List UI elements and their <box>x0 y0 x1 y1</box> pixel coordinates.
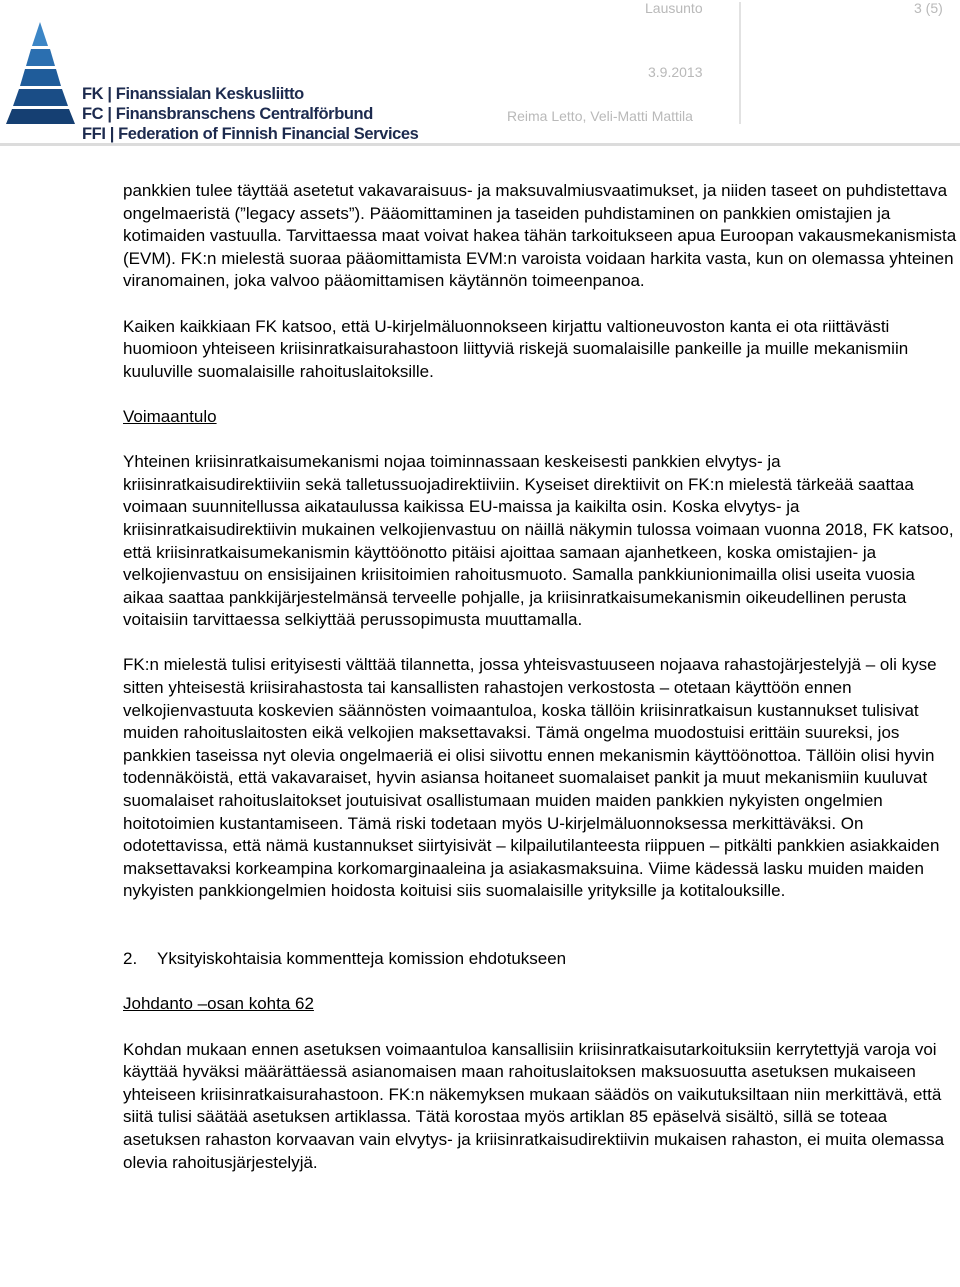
paragraph: Yhteinen kriisinratkaisumekanismi nojaa toiminnassaan keskeisesti pankkien elvytys- ja kriisinratkaisudirektiiviin sekä talletussuojadirektiiviin. Kyseiset direktiivit on FK:n mielestä tärkeää saattaa voimaan suunnitellussa aikataulussa kaikissa EU-maissa ja kaikilta osin. Koska elvytys- ja kriisinratkaisudirektiivin mukainen velkojienvastuu on näillä näkymin tulossa voimaan vuonna 2018, FK katsoo, että kriisinratkaisumekanismin käyttöönotto pitäisi ajoittaa samaan ajanhetkeen, koska omistajien- ja velkojienvastuu on ensisijainen kriisitoimien rahoitusmuoto. Samalla pankkiunionimailla olisi useita vuosia aikaa saattaa pankkijärjestelmänsä terveelle pohjalle, ja kriisinratkaisumekanismin oikeudellinen perusta voitaisiin tarvittaessa selkiyttää perussopimusta muuttamalla. <box>123 452 954 630</box>
pyramid-logo-icon <box>0 18 80 128</box>
header-separator <box>739 2 741 124</box>
header-rule <box>0 143 960 146</box>
paragraph: FK:n mielestä tulisi erityisesti välttää tilannetta, jossa yhteisvastuuseen nojaava rahastojärjestelyjä – oli kyse sitten yhteisestä kriisirahastosta tai kansallisten rahastojen verkostosta – otetaan käyttöön ennen velkojienvastuuta koskevien säännösten voimaantuloa, koska tällöin kriisinratkaisun kustannukset tulisivat muiden rahoituslaitosten eikä velkojien maksettavaksi. Tämä ongelma muodostuisi erittäin suureksi, jos pankkien taseissa nyt olevia ongelmaeriä ei olisi siivottu ennen mekanismin käyttöönottoa. Tällöin olisi hyvin todennäköistä, että vakavaraiset, hyvin asiansa hoitaneet suomalaiset pankit ja muut mekanismiin kuuluvat suomalaiset rahoituslaitokset joutuisivat osallistumaan muiden maiden pankkien nykyisten ongelmien hoitotoimien kustantamiseen. Tämä riski todetaan myös U-kirjelmäluonnoksessa merkittäväksi. On odotettavissa, että nämä kustannukset siirtyisivät – kilpailutilanteesta riippuen – pitkälti pankkien asiakkaiden maksettavaksi korkeampina korkomarginaaleina ja asiakasmaksuina. Viime kädessä lasku muiden maiden nykyisten pankkiongelmien hoidosta koituisi siis suomalaisille yrityksille ja kotitalouksille. <box>123 655 940 901</box>
document-body <box>123 180 959 1174</box>
paragraph: Kaiken kaikkiaan FK katsoo, että U-kirjelmäluonnokseen kirjattu valtioneuvoston kanta ei ota riittävästi huomioon yhteiseen kriisinratkaisurahastoon liittyviä riskejä suomalaisille pankeille ja muille mekanismiin kuuluville suomalaisille rahoituslaitoksille. <box>123 316 909 381</box>
heading-number: 2. <box>123 949 138 969</box>
section-heading: Voimaantulo <box>123 406 217 426</box>
numbered-heading <box>123 948 959 971</box>
document-authors: Reima Letto, Veli-Matti Mattila <box>507 108 693 124</box>
logo-line-fk: FK | Finanssialan Keskusliitto <box>82 85 304 103</box>
paragraph: pankkien tulee täyttää asetetut vakavaraisuus- ja maksuvalmiusvaatimukset, ja niiden taseet on puhdistettava ongelmaeristä (”legacy assets”). Pääomittaminen ja taseiden puhdistaminen on pankkien omistajien ja kotimaiden vastuulla. Tarvittaessa maat voivat hakea tähän tarkoitukseen apua Euroopan vakausmekanismista (EVM). FK:n mielestä suoraa pääomittamista EVM:n varoista voidaan harkita vasta, kun on olemassa yhteinen viranomainen, joka valvoo pääomittamisen käytännön toimeenpanoa. <box>123 181 957 291</box>
document-type: Lausunto <box>645 0 703 16</box>
paragraph: Kohdan mukaan ennen asetuksen voimaantuloa kansallisiin kriisinratkaisutarkoituksiin kerrytettyjä varoja voi käyttää hyväksi määrättäessä asianomaisen maan rahoituslaitoksen maksuosuutta asetuksen mukaiseen yhteiseen kriisinratkaisurahastoon. FK:n näkemyksen mukaan säädös on vaikutuksiltaan niin merkittävä, että siitä tulisi säätää asetuksen artiklassa. Tätä korostaa myös artiklan 85 epäselvä sisältö, sillä se toteaa asetuksen rahaston korvaavan vain elvytys- ja kriisinratkaisudirektiivin mukaisen rahaston, ei muita olemassa olevia rahoitusjärjestelyjä. <box>123 1039 945 1172</box>
subsection-heading: Johdanto –osan kohta 62 <box>123 994 314 1014</box>
page-number: 3 (5) <box>914 0 943 16</box>
heading-text: Yksityiskohtaisia kommentteja komission ehdotukseen <box>157 949 567 969</box>
logo-line-ffi: FFI | Federation of Finnish Financial Services <box>82 125 419 143</box>
organization-logo <box>0 18 419 143</box>
logo-line-fc: FC | Finansbranschens Centralförbund <box>82 105 373 123</box>
document-date: 3.9.2013 <box>648 64 703 80</box>
